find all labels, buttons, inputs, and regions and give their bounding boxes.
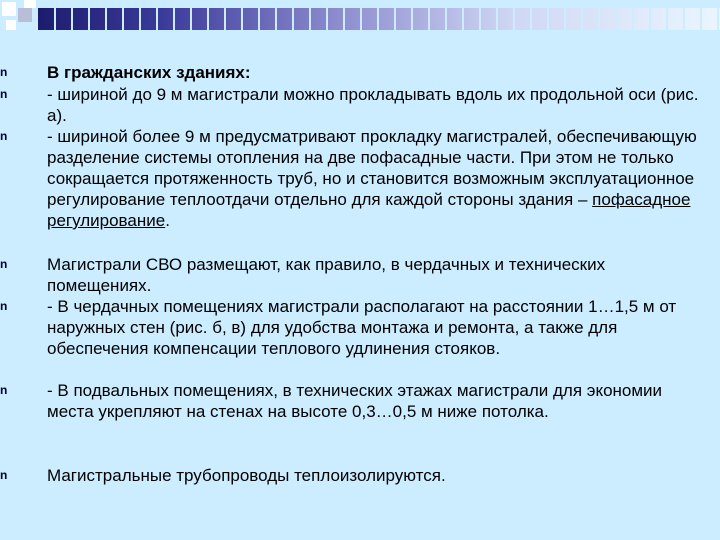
decorative-header xyxy=(0,0,720,36)
bar-separator xyxy=(649,8,651,30)
bar-separator xyxy=(207,8,209,30)
paragraph-text: - шириной до 9 м магистрали можно прокладывать вдоль их продольной оси (рис. а). xyxy=(47,85,699,125)
bar-separator xyxy=(496,8,498,30)
bar-separator xyxy=(581,8,583,30)
paragraph-text: - В чердачных помещениях магистрали располагают на расстоянии 1…1,5 м от наружных стен (рис. б, в) для удобства монтажа и ремонта, а также для обеспечения компенсации теплового удлинения стояков. xyxy=(47,297,677,358)
paragraph-text xyxy=(47,126,709,231)
bullet-marker: n xyxy=(0,468,8,482)
bar-separator xyxy=(717,8,719,30)
bullet-marker: n xyxy=(0,65,8,79)
bar-separator xyxy=(445,8,447,30)
bar-separator xyxy=(615,8,617,30)
paragraph-text-end: . xyxy=(165,211,170,230)
bar-separator xyxy=(513,8,515,30)
corner-square xyxy=(24,0,36,8)
bar-separator xyxy=(190,8,192,30)
paragraph-text: - В подвальных помещениях, в технических этажах магистрали для экономии места укрепляют на стенах на высоте 0,3…0,5 м ниже потолка. xyxy=(47,381,663,421)
bullet-marker: n xyxy=(0,299,8,313)
bar-separator xyxy=(241,8,243,30)
bullet-marker: n xyxy=(0,257,8,271)
bar-separator xyxy=(564,8,566,30)
bar-separator xyxy=(632,8,634,30)
bar-separator xyxy=(139,8,141,30)
corner-square xyxy=(6,20,16,30)
bar-separator xyxy=(258,8,260,30)
bar-separator xyxy=(479,8,481,30)
bar-separator xyxy=(343,8,345,30)
bar-separator xyxy=(224,8,226,30)
bar-separator xyxy=(71,8,73,30)
bar-separator xyxy=(700,8,702,30)
bar-separator xyxy=(666,8,668,30)
bar-separator xyxy=(683,8,685,30)
bar-separator xyxy=(156,8,158,30)
bar-separator xyxy=(547,8,549,30)
bar-separator xyxy=(462,8,464,30)
paragraph-text: В гражданских зданиях: xyxy=(47,63,251,82)
bar-separator xyxy=(275,8,277,30)
paragraph-text: Магистральные трубопроводы теплоизолируются. xyxy=(47,466,446,485)
corner-square xyxy=(18,8,32,22)
bar-separator xyxy=(326,8,328,30)
corner-square xyxy=(2,2,16,16)
facade-regulation-link[interactable]: пофасадное регулирование xyxy=(47,190,691,230)
bullet-marker: n xyxy=(0,383,8,397)
bullet-marker: n xyxy=(0,87,8,101)
bar-separator xyxy=(411,8,413,30)
bar-separator xyxy=(360,8,362,30)
bar-separator xyxy=(428,8,430,30)
bar-separator xyxy=(173,8,175,30)
bar-separator xyxy=(598,8,600,30)
paragraph-text: Магистрали СВО размещают, как правило, в чердачных и технических помещениях. xyxy=(47,255,606,295)
bar-separator xyxy=(105,8,107,30)
bar-separator xyxy=(394,8,396,30)
bar-separator xyxy=(54,8,56,30)
bar-separator xyxy=(309,8,311,30)
bullet-marker: n xyxy=(0,129,8,143)
bar-separator xyxy=(88,8,90,30)
paragraph-text-main: - шириной более 9 м предусматривают прокладку магистралей, обеспечивающую разделение системы отопления на две пофасадные части. При этом не только сокращается протяженность труб, но и становится возможным эксплуатационное регулирование теплоотдачи отдельно для каждой стороны здания – xyxy=(47,127,697,209)
bar-separator xyxy=(377,8,379,30)
bar-separator xyxy=(122,8,124,30)
bar-separator xyxy=(530,8,532,30)
bar-separator xyxy=(292,8,294,30)
